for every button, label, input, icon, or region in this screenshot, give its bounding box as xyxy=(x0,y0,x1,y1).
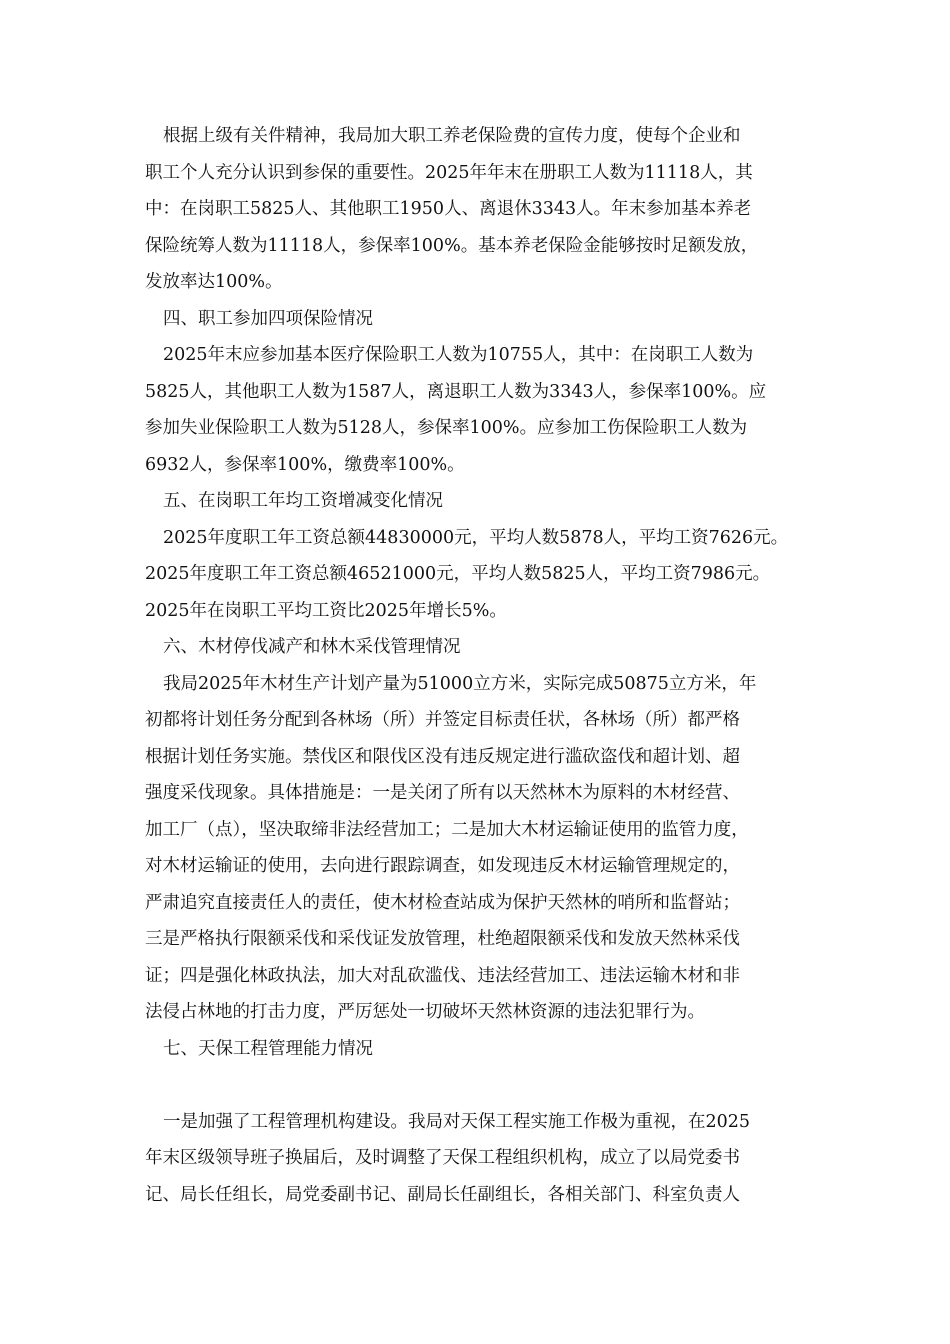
text-line: 2025年末应参加基本医疗保险职工人数为10755人，其中：在岗职工人数为 xyxy=(163,345,754,365)
text-line: 加工厂（点），坚决取缔非法经营加工；二是加大木材运输证使用的监管力度， xyxy=(145,819,749,840)
text-line: 一是加强了工程管理机构建设。我局对天保工程实施工作极为重视，在2025 xyxy=(163,1111,751,1132)
blank-spacer xyxy=(145,1067,810,1104)
text-line: 对木材运输证的使用，去向进行跟踪调查，如发现违反木材运输管理规定的， xyxy=(145,856,740,876)
text-line: 强度采伐现象。具体措施是：一是关闭了所有以天然林木为原料的木材经营、 xyxy=(145,783,740,803)
text-line: 年末区级领导班子换届后，及时调整了天保工程组织机构，成立了以局党委书 xyxy=(145,1148,740,1168)
text-line: 2025年度职工年工资总额44830000元，平均人数5878人，平均工资7626元。 xyxy=(163,527,789,548)
section-heading-wage-change: 五、在岗职工年均工资增减变化情况 xyxy=(163,491,443,511)
paragraph-pension-insurance xyxy=(145,118,810,301)
text-line: 严肃追究直接责任人的责任，使木材检查站成为保护天然林的哨所和监督站； xyxy=(145,892,740,913)
section-heading-four-insurances: 四、职工参加四项保险情况 xyxy=(163,308,373,329)
text-line: 职工个人充分认识到参保的重要性。2025年年末在册职工人数为11118人，其 xyxy=(145,162,753,183)
text-line: 法侵占林地的打击力度，严厉惩处一切破坏天然林资源的违法犯罪行为。 xyxy=(145,1002,705,1022)
text-line: 记、局长任组长，局党委副书记、副局长任副组长，各相关部门、科室负责人 xyxy=(145,1184,740,1205)
text-line: 中：在岗职工5825人、其他职工1950人、离退休3343人。年末参加基本养老 xyxy=(145,199,752,219)
text-line: 初都将计划任务分配到各林场（所）并签定目标责任状，各林场（所）都严格 xyxy=(145,710,740,730)
paragraph-timber-management xyxy=(145,666,810,1031)
text-line: 我局2025年木材生产计划产量为51000立方米，实际完成50875立方米，年 xyxy=(163,673,757,694)
section-heading-timber-management: 六、木材停伐减产和林木采伐管理情况 xyxy=(163,637,461,657)
text-line: 根据上级有关件精神，我局加大职工养老保险费的宣传力度，使每个企业和 xyxy=(163,126,741,146)
text-line: 三是严格执行限额采伐和采伐证发放管理，杜绝超限额采伐和发放天然林采伐 xyxy=(145,929,740,949)
text-line: 参加失业保险职工人数为5128人，参保率100%。应参加工伤保险职工人数为 xyxy=(145,418,748,438)
text-line: 发放率达100%。 xyxy=(145,272,283,292)
text-line: 5825人，其他职工人数为1587人，离退职工人数为3343人，参保率100%。应 xyxy=(145,381,767,402)
document-body xyxy=(145,118,810,1213)
paragraph-project-management xyxy=(145,1104,810,1214)
paragraph-four-insurances xyxy=(145,337,810,483)
text-line: 保险统筹人数为11118人，参保率100%。基本养老保险金能够按时足额发放， xyxy=(145,235,759,256)
text-line: 2025年度职工年工资总额46521000元，平均人数5825人，平均工资7986元。 xyxy=(145,564,771,584)
text-line: 2025年在岗职工平均工资比2025年增长5%。 xyxy=(145,600,507,621)
text-line: 证；四是强化林政执法，加大对乱砍滥伐、违法经营加工、违法运输木材和非 xyxy=(145,965,740,986)
paragraph-wage-change xyxy=(145,520,810,630)
text-line: 6932人，参保率100%，缴费率100%。 xyxy=(145,454,465,475)
section-heading-project-management: 七、天保工程管理能力情况 xyxy=(163,1038,373,1059)
text-line: 根据计划任务实施。禁伐区和限伐区没有违反规定进行滥砍盗伐和超计划、超 xyxy=(145,746,740,767)
